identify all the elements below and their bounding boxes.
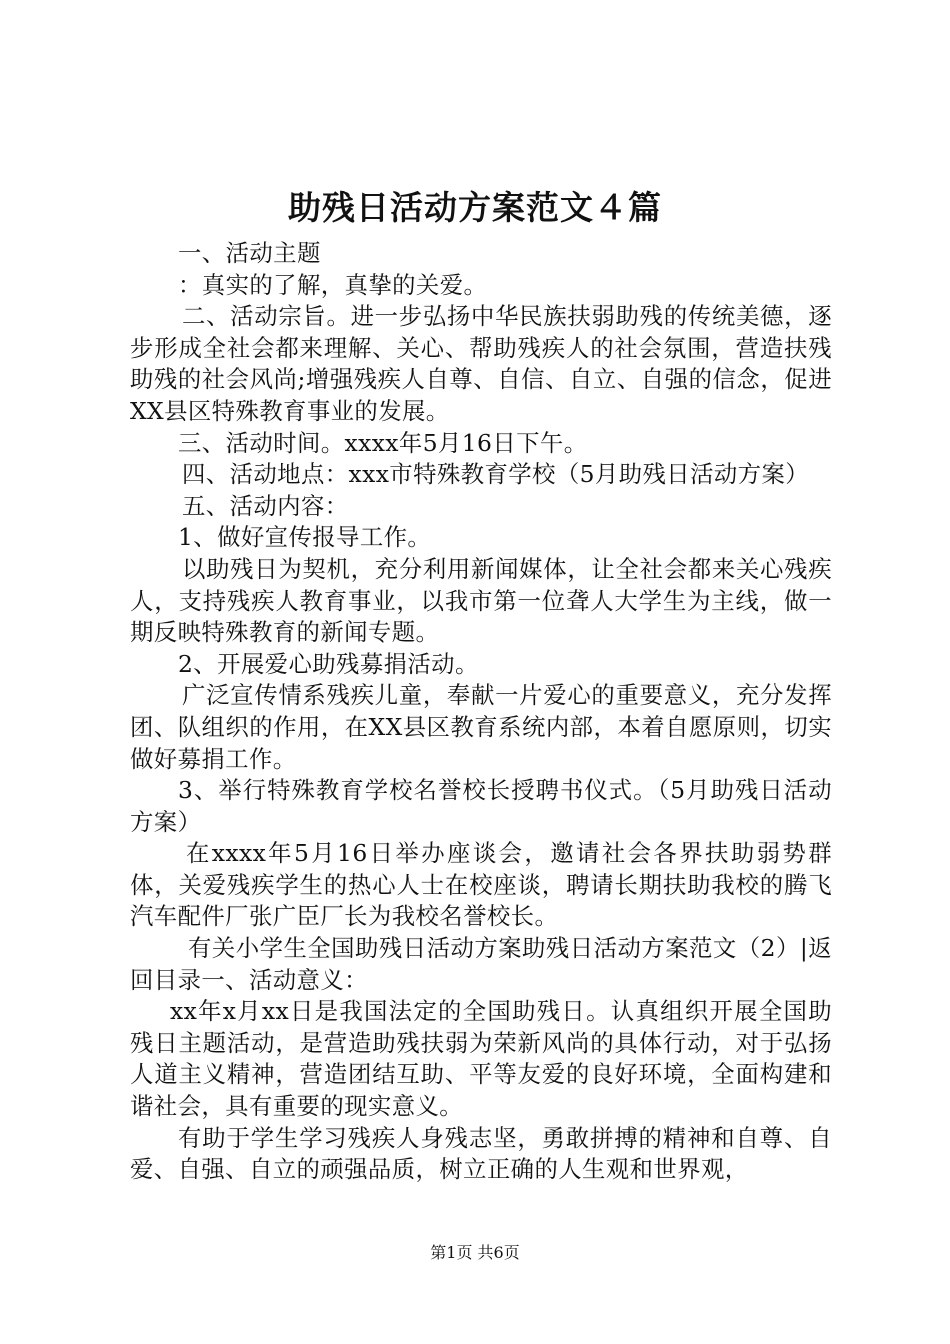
paragraph: 2、开展爱心助残募捐活动。: [178, 649, 479, 678]
paragraph: 1、做好宣传报导工作。: [178, 523, 432, 552]
document-body: [130, 238, 832, 1186]
paragraph: 有关小学生全国助残日活动方案助残日活动方案范文（2）|返回目录一、活动意义：: [130, 934, 832, 994]
paragraph: xx年x月xx日是我国法定的全国助残日。认真组织开展全国助残日主题活动，是营造助残扶弱为荣新风尚的具体行动，对于弘扬人道主义精神，营造团结互助、平等友爱的良好环境，全面构建和谐社会，具有重要的现实意义。: [130, 997, 832, 1121]
paragraph: 在xxxx年5月16日举办座谈会，邀请社会各界扶助弱势群体，关爱残疾学生的热心人士在校座谈，聘请长期扶助我校的腾飞汽车配件厂张广臣厂长为我校名誉校长。: [130, 839, 832, 931]
paragraph: 一、活动主题: [178, 239, 321, 267]
paragraph: 以助残日为契机，充分利用新闻媒体，让全社会都来关心残疾人，支持残疾人教育事业，以我市第一位聋人大学生为主线，做一期反映特殊教育的新闻专题。: [130, 554, 832, 647]
paragraph: 二、活动宗旨。进一步弘扬中华民族扶弱助残的传统美德，逐步形成全社会都来理解、关心、帮助残疾人的社会氛围，营造扶残助残的社会风尚;增强残疾人自尊、自信、自立、自强的信念，促进XX县区特殊教育事业的发展。: [130, 302, 832, 425]
page-footer: 第1页 共6页: [430, 1243, 520, 1262]
document-title: 助残日活动方案范文４篇: [288, 188, 662, 227]
paragraph: 3、举行特殊教育学校名誉校长授聘书仪式。（5月助残日活动方案）: [130, 776, 832, 836]
paragraph: 有助于学生学习残疾人身残志坚，勇敢拼搏的精神和自尊、自爱、自强、自立的顽强品质，树立正确的人生观和世界观，: [130, 1123, 832, 1184]
paragraph: 五、活动内容：: [182, 491, 349, 520]
paragraph: 四、活动地点：xxx市特殊教育学校（5月助残日活动方案）: [182, 460, 810, 489]
paragraph: 三、活动时间。xxxx年5月16日下午。: [178, 428, 588, 457]
paragraph: 广泛宣传情系残疾儿童，奉献一片爱心的重要意义，充分发挥团、队组织的作用，在XX县区教育系统内部，本着自愿原则，切实做好募捐工作。: [130, 681, 832, 773]
paragraph: ：真实的了解，真挚的关爱。: [178, 270, 488, 299]
